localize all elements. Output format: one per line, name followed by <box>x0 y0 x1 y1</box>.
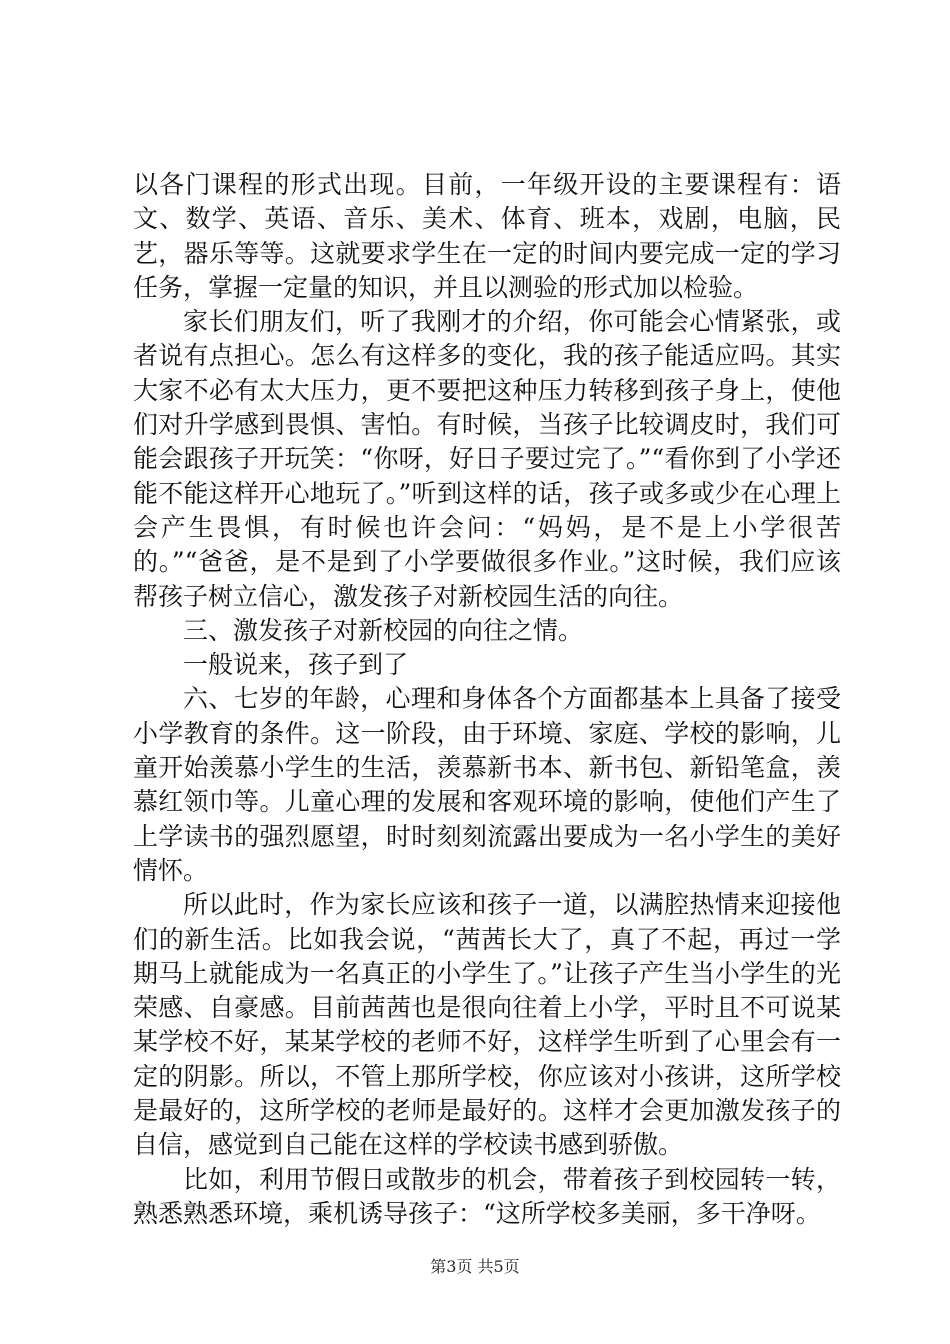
section-heading: 三、激发孩子对新校园的向往之情。 <box>183 615 584 645</box>
paragraph-5: 所以此时，作为家长应该和孩子一道，以满腔热情来迎接他们的新生活。比如我会说，“茜茜长大了，真了不起，再过一学期马上就能成为一名真正的小学生了。”让孩子产生当小学生的光荣感、自豪感。目前茜茜也是很向往着上小学，平时且不可说某某学校不好，某某学校的老师不好，这样学生听到了心里会有一定的阴影。所以，不管上那所学校，你应该对小孩讲，这所学校是最好的，这所学校的老师是最好的。这样才会更加激发孩子的自信，感觉到自己能在这样的学校读书感到骄傲。 <box>133 890 841 1160</box>
paragraph-4: 六、七岁的年龄，心理和身体各个方面都基本上具备了接受小学教育的条件。这一阶段，由于环境、家庭、学校的影响，儿童开始羡慕小学生的生活，羡慕新书本、新书包、新铅笔盒，羡慕红领巾等。儿童心理的发展和客观环境的影响，使他们产生了上学读书的强烈愿望，时时刻刻流露出要成为一名小学生的美好情怀。 <box>133 684 841 885</box>
paragraph-3: 一般说来，孩子到了 <box>183 650 409 680</box>
paragraph-6: 比如，利用节假日或散步的机会，带着孩子到校园转一转，熟悉熟悉环境，乘机诱导孩子：“这所学校多美丽，多干净呀。 <box>133 1164 841 1228</box>
page-number-footer: 第3页 共5页 <box>430 1257 520 1276</box>
paragraph-1: 以各门课程的形式出现。目前，一年级开设的主要课程有：语文、数学、英语、音乐、美术、体育、班本，戏剧，电脑，民艺，器乐等等。这就要求学生在一定的时间内要完成一定的学习任务，掌握一定量的知识，并且以测验的形式加以检验。 <box>133 170 841 302</box>
document-body <box>133 168 841 1231</box>
paragraph-2: 家长们朋友们，听了我刚才的介绍，你可能会心情紧张，或者说有点担心。怎么有这样多的变化，我的孩子能适应吗。其实大家不必有太大压力，更不要把这种压力转移到孩子身上，使他们对升学感到畏惧、害怕。有时候，当孩子比较调皮时，我们可能会跟孩子开玩笑：“你呀，好日子要过完了。”“看你到了小学还能不能这样开心地玩了。”听到这样的话，孩子或多或少在心理上会产生畏惧，有时候也许会问：“妈妈，是不是上小学很苦的。”“爸爸，是不是到了小学要做很多作业。”这时候，我们应该帮孩子树立信心，激发孩子对新校园生活的向往。 <box>133 307 841 611</box>
